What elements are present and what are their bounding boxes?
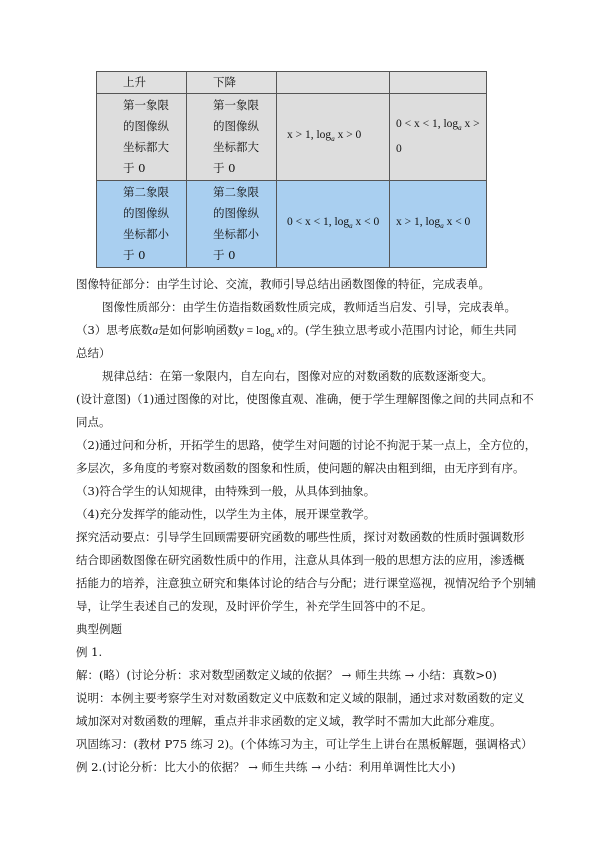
math-operator: = log	[243, 325, 271, 337]
math-expression: 0 < x < 1, log	[287, 215, 350, 228]
table-row	[97, 181, 487, 268]
table-cell	[277, 72, 390, 94]
table-cell	[97, 94, 187, 181]
cell-line: 坐标都小	[123, 227, 169, 241]
paragraph-line: 多层次，多角度的考察对数函数的图象和性质，使问题的解决由粗到细，由无序到有序。	[76, 461, 525, 475]
cell-line: 于 0	[213, 161, 236, 175]
math-expression	[239, 325, 283, 337]
text-run: 的。(学生独立思考或小范围内讨论，师生共同	[282, 323, 517, 337]
log-base: a	[440, 221, 444, 230]
cell-line: 第一象限	[123, 98, 169, 112]
paragraph-line: (设计意图)（1)通过图像的对比，使图像直观、准确，便于学生理解图像之间的共同点和不	[76, 392, 534, 406]
paragraph-line	[76, 321, 526, 344]
paragraph-line: 总结）	[76, 346, 111, 360]
math-variable: y	[238, 325, 244, 337]
cell-line: 的图像纵	[123, 119, 169, 133]
text-run: （3）思考底数	[76, 323, 153, 337]
cell-line: 于 0	[123, 161, 146, 175]
paragraph-line: 结合即函数图像在研究函数性质中的作用，注意从具体到一般的思想方法的应用，渗透概	[76, 553, 525, 567]
log-base: a	[331, 134, 335, 143]
paragraph-line: 例 1.	[76, 645, 103, 659]
text-run: 是如何影响函数	[158, 323, 239, 337]
math-expression: x > 0	[334, 128, 362, 141]
log-base: a	[270, 331, 275, 339]
paragraph-line: 括能力的培养，注意独立研究和集体讨论的结合与分配；进行课堂巡视，视情况给予个别辅	[76, 576, 536, 590]
paragraph-line: 图像特征部分：由学生讨论、交流，教师引导总结出函数图像的特征，完成表单。	[76, 277, 490, 291]
cell-line: 第二象限	[123, 185, 169, 199]
table-cell: 下降	[187, 72, 277, 94]
paragraph-line: 规律总结：在第一象限内，自左向右，图像对应的对数函数的底数逐渐变大。	[102, 369, 493, 383]
cell-line: 坐标都大	[123, 140, 169, 154]
log-base: a	[458, 124, 462, 132]
log-function-properties-table	[96, 71, 487, 268]
table-cell: 上升	[97, 72, 187, 94]
paragraph-line: （4)充分发挥学的能动性，以学生为主体，展开课堂教学。	[76, 507, 376, 521]
paragraph-line: 解：(略）(讨论分析：求对数型函数定义域的依据？ → 师生共练 → 小结：真数>0)	[76, 668, 497, 682]
math-expression: x < 0	[443, 215, 471, 228]
cell-line: 的图像纵	[123, 206, 169, 220]
math-expression: x < 0	[352, 215, 380, 228]
table-cell	[187, 181, 277, 268]
paragraph-line: 例 2.(讨论分析：比大小的依据？ → 师生共练 → 小结：利用单调性比大小)	[76, 760, 456, 774]
table-cell	[187, 94, 277, 181]
cell-line: 坐标都大	[213, 140, 259, 154]
cell-line: 坐标都小	[213, 227, 259, 241]
cell-line: 的图像纵	[213, 119, 259, 133]
math-cell	[277, 94, 390, 181]
math-expression: 0 < x < 1, log	[396, 118, 459, 130]
paragraph-line: 域加深对对数函数的理解，重点并非求函数的定义域，教学时不需加大此部分难度。	[76, 714, 502, 728]
paragraph-line: 同点。	[76, 415, 111, 429]
cell-line: 的图像纵	[213, 206, 259, 220]
paragraph-line: 图像性质部分：由学生仿造指数函数性质完成，教师适当启发、引导，完成表单。	[102, 300, 516, 314]
table-row	[97, 94, 487, 181]
paragraph-line: 导，让学生表述自己的发现，及时评价学生，补充学生回答中的不足。	[76, 599, 433, 613]
log-base: a	[349, 221, 353, 230]
math-variable: x	[274, 325, 283, 337]
math-variable: a	[152, 325, 159, 337]
math-cell	[390, 94, 487, 181]
math-cell	[390, 181, 487, 268]
math-expression: x > 0	[396, 118, 480, 155]
section-heading: 典型例题	[76, 622, 122, 636]
table-cell	[390, 72, 487, 94]
math-cell	[277, 181, 390, 268]
cell-line: 于 0	[213, 248, 236, 262]
math-expression: x > 1, log	[396, 215, 441, 228]
cell-line: 第二象限	[213, 185, 259, 199]
paragraph-line: 巩固练习：(教材 P75 练习 2)。(个体练习为主，可让学生上讲台在黑板解题，强调格式）	[76, 737, 533, 751]
math-expression: x > 1, log	[287, 128, 332, 141]
table-cell	[97, 181, 187, 268]
paragraph-line: 探究活动要点：引导学生回顾需要研究函数的哪些性质，探讨对数函数的性质时强调数形	[76, 530, 525, 544]
cell-line: 第一象限	[213, 98, 259, 112]
table-row	[97, 72, 487, 94]
paragraph-line: 说明：本例主要考察学生对对数函数定义中底数和定义域的限制，通过求对数函数的定义	[76, 691, 525, 705]
paragraph-line: （3)符合学生的认知规律，由特殊到一般，从具体到抽象。	[76, 484, 376, 498]
paragraph-line: （2)通过问和分析，开拓学生的思路，使学生对问题的讨论不拘泥于某一点上，全方位的，	[76, 438, 537, 452]
cell-line: 于 0	[123, 248, 146, 262]
